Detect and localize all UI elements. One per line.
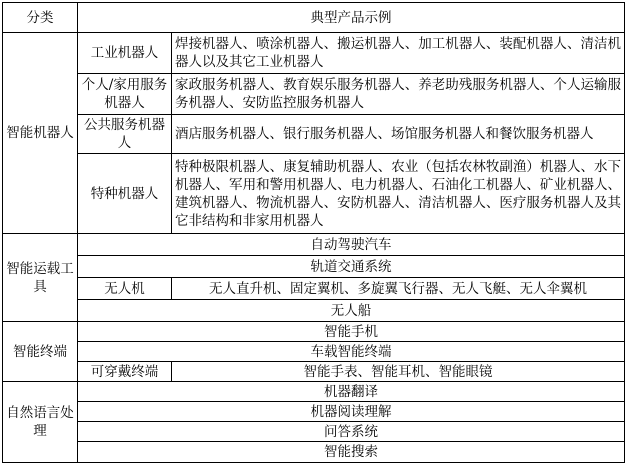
subcategory-cell: 工业机器人 [78, 33, 172, 74]
products-cell: 无人直升机、固定翼机、多旋翼飞行器、无人飞艇、无人伞翼机 [172, 278, 625, 300]
products-cell: 机器阅读理解 [78, 402, 625, 422]
products-cell: 无人船 [78, 300, 625, 322]
table-row [3, 115, 625, 154]
table-row [3, 342, 625, 362]
group-name-nlp: 自然语言处理 [3, 382, 78, 463]
products-cell: 焊接机器人、喷涂机器人、搬运机器人、加工机器人、装配机器人、清洁机器人以及其它工业机器人 [172, 33, 625, 74]
subcategory-cell: 无人机 [78, 278, 172, 300]
subcategory-cell: 可穿戴终端 [78, 362, 172, 382]
table-row [3, 74, 625, 115]
products-cell: 智能手表、智能耳机、智能眼镜 [172, 362, 625, 382]
products-cell: 机器翻译 [78, 382, 625, 402]
table-row [3, 256, 625, 278]
table-row [3, 442, 625, 463]
products-cell: 特种极限机器人、康复辅助机器人、农业（包括农林牧副渔）机器人、水下机器人、军用和警用机器人、电力机器人、石油化工机器人、矿业机器人、建筑机器人、物流机器人、安防机器人、清洁机器人、医疗服务机器人及其它非结构和非家用机器人 [172, 154, 625, 234]
table-row [3, 382, 625, 402]
products-cell: 轨道交通系统 [78, 256, 625, 278]
table-row [3, 154, 625, 234]
header-category: 分类 [3, 3, 78, 33]
subcategory-cell: 公共服务机器人 [78, 115, 172, 154]
header-row [3, 3, 625, 33]
table-row [3, 278, 625, 300]
group-name-robots: 智能机器人 [3, 33, 78, 234]
product-category-table [2, 2, 625, 463]
products-cell: 家政服务机器人、教育娱乐服务机器人、养老助残服务机器人、个人运输服务机器人、安防监控服务机器人 [172, 74, 625, 115]
products-cell: 问答系统 [78, 422, 625, 442]
group-name-terminals: 智能终端 [3, 322, 78, 382]
table-row [3, 362, 625, 382]
table-row [3, 402, 625, 422]
subcategory-cell: 个人/家用服务机器人 [78, 74, 172, 115]
products-cell: 车载智能终端 [78, 342, 625, 362]
products-cell: 智能搜索 [78, 442, 625, 463]
header-products: 典型产品示例 [78, 3, 625, 33]
subcategory-cell: 特种机器人 [78, 154, 172, 234]
table-row [3, 322, 625, 342]
table-row [3, 234, 625, 256]
table-row [3, 33, 625, 74]
products-cell: 酒店服务机器人、银行服务机器人、场馆服务机器人和餐饮服务机器人 [172, 115, 625, 154]
table-row [3, 300, 625, 322]
table-row [3, 422, 625, 442]
products-cell: 智能手机 [78, 322, 625, 342]
products-cell: 自动驾驶汽车 [78, 234, 625, 256]
group-name-vehicles: 智能运载工具 [3, 234, 78, 322]
